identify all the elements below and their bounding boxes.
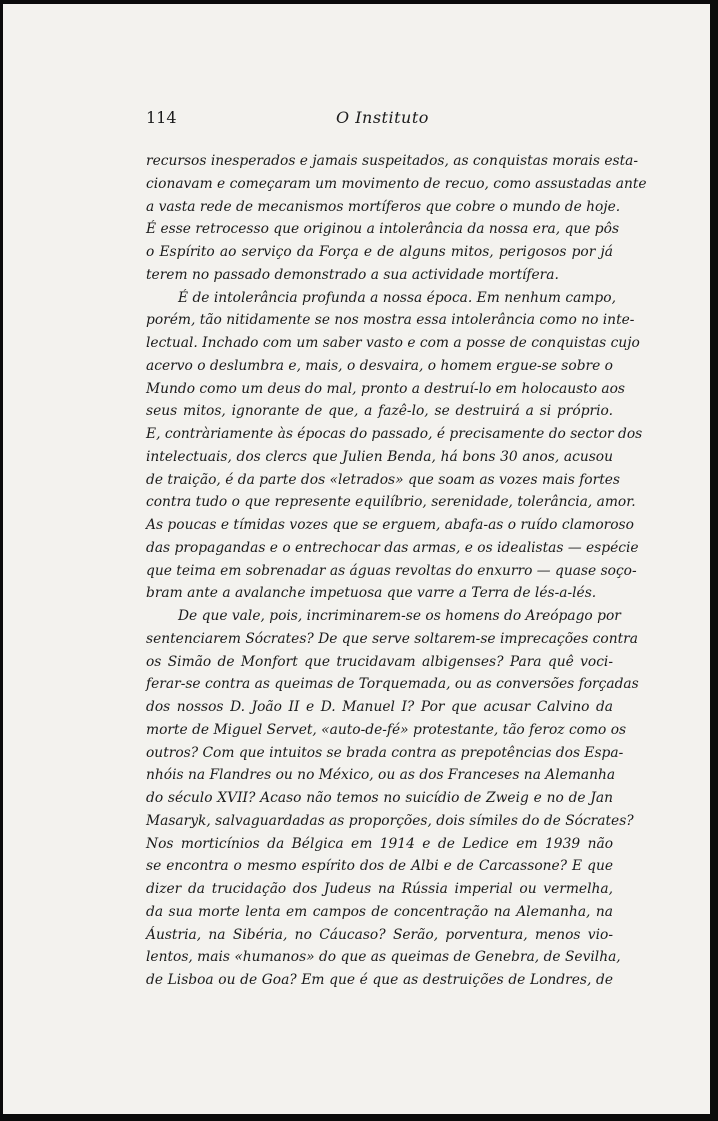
text-line: contra tudo o que represente equilíbrio, serenidade, tolerância, amor.: [146, 494, 636, 511]
text-line: dizer da trucidação dos Judeus na Rússia imperial ou vermelha,: [146, 881, 613, 897]
text-line: os Simão de Monfort que trucidavam albigenses? Para quê voci-: [146, 653, 613, 670]
text-line: lentos, mais «humanos» do que as queimas de Genebra, de Sevilha,: [146, 949, 621, 966]
text-line: Nos morticínios da Bélgica em 1914 e de Ledice em 1939 não: [146, 835, 613, 852]
text-line: acervo o deslumbra e, mais, o desvaira, o homem ergue-se sobre o: [146, 357, 613, 374]
text-line: o Espírito ao serviço da Força e de alguns mitos, perigosos por já: [146, 244, 613, 260]
text-line: das propagandas e o entrechocar das armas, e os idealistas — espécie: [146, 539, 639, 556]
text-line: lectual. Inchado com um saber vasto e com a posse de conquistas cujo: [146, 335, 640, 351]
text-line: recursos inesperados e jamais suspeitados, as conquistas morais esta-: [146, 153, 639, 169]
text-line: Áustria, na Sibéria, no Cáucaso? Serão, porventura, menos vio-: [146, 926, 613, 943]
text-line: Masaryk, salvaguardadas as proporções, dois símiles do de Sócrates?: [146, 812, 634, 829]
text-line: da sua morte lenta em campos de concentração na Alemanha, na: [146, 903, 613, 920]
text-line: porém, tão nitidamente se nos mostra essa intolerância como no inte-: [146, 312, 635, 329]
text-line: do século XVII? Acaso não temos no suicídio de Zweig e no de Jan: [146, 790, 613, 806]
body-text: [146, 150, 647, 992]
text-line: As poucas e tímidas vozes que se erguem, abafa-as o ruído clamoroso: [146, 517, 634, 533]
text-line: bram ante a avalanche impetuosa que varre a Terra de lés-a-lés.: [146, 585, 597, 602]
text-line: se encontra o mesmo espírito dos de Albi e de Carcassone? E que: [146, 858, 613, 875]
text-line: a vasta rede de mecanismos mortíferos que cobre o mundo de hoje.: [146, 198, 621, 215]
text-line: terem no passado demonstrado a sua actividade mortífera.: [146, 266, 559, 283]
page-number: 114: [146, 108, 177, 127]
text-line: nhóis na Flandres ou no México, ou as dos Franceses na Alemanha: [146, 767, 616, 784]
text-line: É de intolerância profunda a nossa época. Em nenhum campo,: [178, 289, 616, 306]
text-line: outros? Com que intuitos se brada contra as prepotências dos Espa-: [146, 744, 624, 761]
text-line: E, contràriamente às épocas do passado, é precisamente do sector dos: [146, 426, 643, 442]
text-line: Mundo como um deus do mal, pronto a destruí-lo em holocausto aos: [146, 380, 626, 397]
text-line: intelectuais, dos clercs que Julien Benda, há bons 30 anos, acusou: [146, 448, 613, 465]
text-line: sentenciarem Sócrates? De que serve soltarem-se imprecações contra: [146, 630, 638, 647]
page-header: [146, 108, 570, 132]
text-line: cionavam e começaram um movimento de recuo, como assustadas ante: [146, 175, 647, 192]
text-line: de traição, é da parte dos «letrados» que soam as vozes mais fortes: [146, 471, 620, 488]
text-line: É esse retrocesso que originou a intolerância da nossa era, que pôs: [146, 221, 620, 238]
text-line: De que vale, pois, incriminarem-se os homens do Areópago por: [178, 608, 621, 624]
text-line: de Lisboa ou de Goa? Em que é que as destruições de Londres, de: [146, 972, 613, 988]
running-title: O Instituto: [336, 108, 429, 127]
text-line: ferar-se contra as queimas de Torquemada, ou as conversões forçadas: [146, 676, 639, 693]
text-line: morte de Miguel Servet, «auto-de-fé» protestante, tão feroz como os: [146, 721, 627, 738]
scanned-page: [3, 4, 710, 1114]
text-line: dos nossos D. João II e D. Manuel I? Por que acusar Calvino da: [146, 699, 613, 715]
text-line: que teima em sobrenadar as águas revoltas do enxurro — quase soço-: [146, 562, 637, 579]
text-line: seus mitos, ignorante de que, a fazê-lo, se destruirá a si próprio.: [146, 403, 613, 420]
